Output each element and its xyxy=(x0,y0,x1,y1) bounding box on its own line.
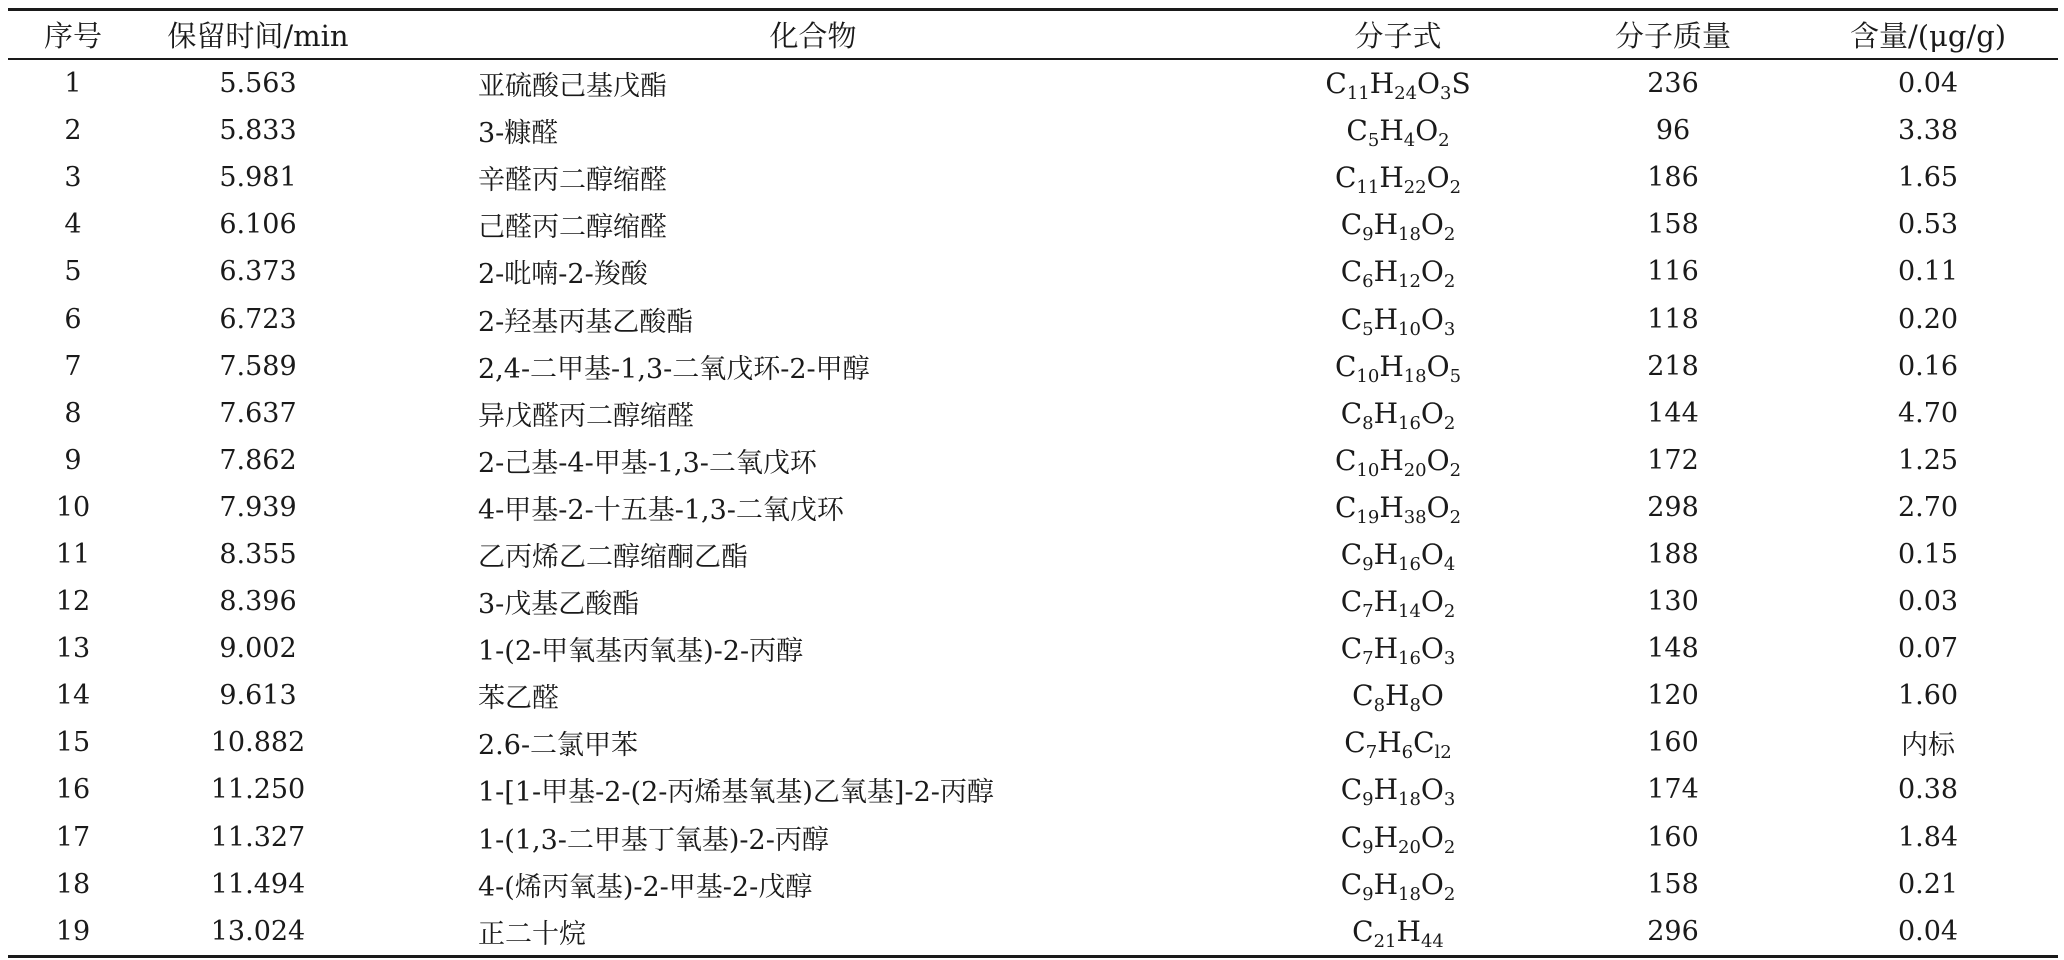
cell-mass: 120 xyxy=(1647,680,1699,712)
formula-element: H xyxy=(1373,396,1398,430)
cell-seq: 9 xyxy=(64,444,82,476)
cell-formula xyxy=(1248,59,1548,107)
formula-element: O xyxy=(1415,114,1439,148)
table-row xyxy=(8,672,2058,719)
formula-element: H xyxy=(1369,67,1395,101)
cell-formula xyxy=(1248,107,1548,154)
cell-mass: 116 xyxy=(1647,256,1699,288)
header-formula: 分子式 xyxy=(1354,19,1442,53)
formula-element: H xyxy=(1379,490,1404,524)
formula-element: C xyxy=(1334,490,1357,524)
formula-element: H xyxy=(1373,537,1398,571)
cell-formula xyxy=(1248,814,1548,861)
table-row xyxy=(8,861,2058,908)
cell-spacer xyxy=(378,154,478,201)
formula-subscript: 18 xyxy=(1398,789,1421,811)
cell-seq: 1 xyxy=(64,68,82,100)
cell-compound-name: 辛醛丙二醇缩醛 xyxy=(478,165,667,197)
table-row xyxy=(8,295,2058,342)
formula-element: O xyxy=(1426,443,1450,477)
formula-subscript: 2 xyxy=(1438,130,1450,152)
header-retention-time: 保留时间/min xyxy=(167,19,349,53)
formula-subscript: 18 xyxy=(1403,365,1427,387)
cell-content: 3.38 xyxy=(1897,115,1959,147)
cell-seq: 19 xyxy=(55,915,91,947)
formula-subscript: 7 xyxy=(1362,601,1374,623)
cell-formula xyxy=(1248,484,1548,531)
table-row xyxy=(8,201,2058,248)
formula-element: C xyxy=(1413,726,1435,760)
formula-element: C xyxy=(1334,349,1357,383)
formula-element: O xyxy=(1420,208,1444,242)
formula-subscript: 18 xyxy=(1398,224,1421,246)
formula-subscript: 4 xyxy=(1403,130,1416,152)
cell-mass: 236 xyxy=(1647,68,1699,100)
cell-compound-name: 4-甲基-2-十五基-1,3-二氧戊环 xyxy=(478,494,844,526)
cell-retention-time: 11.494 xyxy=(210,868,306,900)
cell-formula xyxy=(1248,766,1548,813)
cell-seq: 13 xyxy=(55,633,91,665)
formula-element: H xyxy=(1396,914,1421,948)
formula-element: C xyxy=(1334,443,1357,477)
formula-element: H xyxy=(1385,679,1410,713)
cell-retention-time: 7.589 xyxy=(219,350,297,382)
formula-element: C xyxy=(1346,114,1368,148)
formula-element: O xyxy=(1420,255,1444,289)
cell-seq: 12 xyxy=(55,586,91,618)
cell-mass: 160 xyxy=(1647,821,1699,853)
cell-content: 1.25 xyxy=(1897,444,1959,476)
formula-subscript: 14 xyxy=(1398,601,1421,623)
formula-element: O xyxy=(1420,537,1444,571)
formula-element: H xyxy=(1373,208,1398,242)
cell-seq: 14 xyxy=(55,680,91,712)
formula-subscript: 21 xyxy=(1373,930,1397,952)
cell-compound-name: 乙丙烯乙二醇缩酮乙酯 xyxy=(478,541,748,573)
formula-element: O xyxy=(1420,396,1444,430)
formula-element: O xyxy=(1420,585,1444,619)
cell-seq: 17 xyxy=(55,821,91,853)
formula-element: C xyxy=(1325,67,1347,101)
cell-retention-time: 11.250 xyxy=(210,774,306,806)
formula-subscript: 22 xyxy=(1403,177,1427,199)
formula-element: O xyxy=(1420,867,1444,901)
cell-seq: 10 xyxy=(55,491,91,523)
cell-compound-name: 2-吡喃-2-羧酸 xyxy=(478,259,648,291)
formula-subscript: 5 xyxy=(1362,318,1374,340)
formula-subscript: 3 xyxy=(1443,648,1456,670)
cell-seq: 8 xyxy=(64,397,82,429)
formula-element: C xyxy=(1340,208,1363,242)
cell-spacer xyxy=(378,248,478,295)
formula-element: H xyxy=(1379,114,1404,148)
formula-element: C xyxy=(1340,396,1363,430)
formula-subscript: 5 xyxy=(1367,130,1380,152)
formula-subscript: 9 xyxy=(1362,553,1374,575)
formula-subscript: 10 xyxy=(1356,459,1380,481)
cell-content: 2.70 xyxy=(1897,491,1959,523)
formula-subscript: 7 xyxy=(1362,648,1374,670)
cell-compound-name: 亚硫酸己基戊酯 xyxy=(478,71,667,103)
formula-element: H xyxy=(1379,349,1404,383)
cell-spacer xyxy=(378,59,478,107)
cell-spacer xyxy=(378,578,478,625)
formula-element: H xyxy=(1373,585,1398,619)
table-row xyxy=(8,531,2058,578)
formula-subscript: 18 xyxy=(1398,883,1421,905)
cell-formula xyxy=(1248,531,1548,578)
cell-content: 0.20 xyxy=(1897,303,1959,335)
formula-element: O xyxy=(1420,632,1444,666)
formula-element: H xyxy=(1373,302,1398,336)
formula-subscript: l2 xyxy=(1434,742,1452,764)
formula-subscript: 2 xyxy=(1449,177,1462,199)
cell-content: 0.53 xyxy=(1897,209,1959,241)
cell-compound-name: 异戊醛丙二醇缩醛 xyxy=(478,400,694,432)
table-row xyxy=(8,390,2058,437)
cell-compound-name: 2-羟基丙基乙酸酯 xyxy=(478,306,694,338)
formula-subscript: 11 xyxy=(1356,177,1380,199)
table-row xyxy=(8,59,2058,107)
formula-element: O xyxy=(1420,820,1444,854)
cell-content: 0.15 xyxy=(1897,538,1959,570)
formula-subscript: 2 xyxy=(1443,412,1456,434)
cell-seq: 4 xyxy=(64,209,82,241)
cell-retention-time: 5.563 xyxy=(219,68,297,100)
formula-subscript: 24 xyxy=(1394,83,1418,105)
cell-content: 1.65 xyxy=(1897,162,1959,194)
cell-retention-time: 5.833 xyxy=(219,115,297,147)
cell-compound-name: 2,4-二甲基-1,3-二氧戊环-2-甲醇 xyxy=(478,353,870,385)
formula-subscript: 19 xyxy=(1356,506,1380,528)
formula-subscript: 20 xyxy=(1403,459,1427,481)
cell-mass: 118 xyxy=(1647,303,1699,335)
header-compound: 化合物 xyxy=(769,19,857,53)
compound-table-container xyxy=(8,8,2058,958)
table-row xyxy=(8,343,2058,390)
formula-subscript: 44 xyxy=(1420,930,1444,952)
cell-mass: 186 xyxy=(1647,162,1699,194)
cell-content: 0.07 xyxy=(1897,633,1959,665)
formula-element: O xyxy=(1426,490,1450,524)
formula-subscript: 3 xyxy=(1440,83,1452,105)
cell-seq: 2 xyxy=(64,115,82,147)
formula-element: C xyxy=(1344,726,1366,760)
cell-content: 0.21 xyxy=(1897,868,1959,900)
cell-retention-time: 5.981 xyxy=(219,162,297,194)
cell-spacer xyxy=(378,107,478,154)
formula-element: C xyxy=(1340,867,1363,901)
cell-compound-name: 2-己基-4-甲基-1,3-二氧戊环 xyxy=(478,447,817,479)
formula-element: O xyxy=(1417,67,1441,101)
formula-element: C xyxy=(1340,302,1363,336)
formula-subscript: 8 xyxy=(1373,695,1386,717)
cell-mass: 148 xyxy=(1647,633,1699,665)
cell-spacer xyxy=(378,484,478,531)
cell-spacer xyxy=(378,672,478,719)
cell-formula xyxy=(1248,437,1548,484)
cell-content: 0.03 xyxy=(1897,586,1959,618)
cell-compound-name: 3-糠醛 xyxy=(478,118,559,150)
formula-subscript: 8 xyxy=(1362,412,1374,434)
formula-element: H xyxy=(1373,773,1398,807)
formula-element: H xyxy=(1373,255,1398,289)
formula-subscript: 10 xyxy=(1398,318,1421,340)
cell-spacer xyxy=(378,625,478,672)
formula-element: C xyxy=(1340,255,1363,289)
cell-spacer xyxy=(378,531,478,578)
formula-subscript: 5 xyxy=(1449,365,1462,387)
formula-subscript: 16 xyxy=(1398,553,1421,575)
table-row xyxy=(8,484,2058,531)
cell-retention-time: 13.024 xyxy=(210,915,306,947)
formula-subscript: 2 xyxy=(1443,224,1456,246)
formula-element: O xyxy=(1420,773,1444,807)
table-row xyxy=(8,625,2058,672)
cell-seq: 6 xyxy=(64,303,82,335)
formula-subscript: 2 xyxy=(1449,459,1462,481)
cell-formula xyxy=(1248,343,1548,390)
cell-spacer xyxy=(378,861,478,908)
formula-subscript: 2 xyxy=(1443,836,1456,858)
cell-seq: 11 xyxy=(55,538,91,570)
cell-retention-time: 6.373 xyxy=(219,256,297,288)
table-row xyxy=(8,248,2058,295)
formula-element: O xyxy=(1426,161,1450,195)
formula-subscript: 9 xyxy=(1362,883,1374,905)
cell-retention-time: 10.882 xyxy=(210,727,306,759)
table-row xyxy=(8,154,2058,201)
formula-subscript: 3 xyxy=(1443,789,1456,811)
formula-subscript: 9 xyxy=(1362,789,1374,811)
cell-content: 4.70 xyxy=(1897,397,1959,429)
header-seq: 序号 xyxy=(43,19,102,53)
formula-element: H xyxy=(1373,867,1398,901)
cell-content: 0.16 xyxy=(1897,350,1959,382)
formula-element: H xyxy=(1377,726,1402,760)
cell-formula xyxy=(1248,625,1548,672)
formula-element: C xyxy=(1340,632,1363,666)
formula-subscript: 4 xyxy=(1443,553,1456,575)
cell-content: 0.04 xyxy=(1897,915,1959,947)
cell-seq: 18 xyxy=(55,868,91,900)
cell-mass: 158 xyxy=(1647,868,1699,900)
cell-retention-time: 8.396 xyxy=(219,586,297,618)
formula-subscript: 20 xyxy=(1398,836,1421,858)
cell-mass: 144 xyxy=(1647,397,1699,429)
cell-compound-name: 正二十烷 xyxy=(478,918,586,950)
cell-spacer xyxy=(378,814,478,861)
cell-compound-name: 1-(2-甲氧基丙氧基)-2-丙醇 xyxy=(478,636,804,668)
cell-formula xyxy=(1248,295,1548,342)
cell-compound-name: 3-戊基乙酸酯 xyxy=(478,589,640,621)
cell-spacer xyxy=(378,295,478,342)
cell-compound-name: 2.6-二氯甲苯 xyxy=(478,730,639,762)
header-content: 含量/(μg/g) xyxy=(1849,19,2007,53)
cell-formula xyxy=(1248,861,1548,908)
formula-element: S xyxy=(1451,67,1471,101)
cell-compound-name: 1-(1,3-二甲基丁氧基)-2-丙醇 xyxy=(478,824,829,856)
cell-seq: 3 xyxy=(64,162,82,194)
cell-retention-time: 9.613 xyxy=(219,680,297,712)
formula-subscript: 9 xyxy=(1362,836,1374,858)
formula-element: C xyxy=(1340,773,1363,807)
formula-subscript: 2 xyxy=(1443,271,1456,293)
formula-element: H xyxy=(1379,161,1404,195)
formula-element: C xyxy=(1352,679,1374,713)
formula-subscript: 16 xyxy=(1398,648,1421,670)
table-row xyxy=(8,578,2058,625)
cell-mass: 188 xyxy=(1647,538,1699,570)
formula-subscript: 12 xyxy=(1398,271,1421,293)
cell-mass: 218 xyxy=(1647,350,1699,382)
cell-formula xyxy=(1248,154,1548,201)
formula-subscript: 38 xyxy=(1403,506,1427,528)
cell-compound-name: 苯乙醛 xyxy=(478,683,559,715)
cell-content: 1.60 xyxy=(1897,680,1959,712)
formula-subscript: 3 xyxy=(1443,318,1456,340)
cell-retention-time: 6.106 xyxy=(219,209,297,241)
cell-spacer xyxy=(378,908,478,957)
cell-retention-time: 11.327 xyxy=(210,821,306,853)
cell-seq: 7 xyxy=(64,350,82,382)
cell-content: 内标 xyxy=(1901,730,1956,762)
formula-element: C xyxy=(1352,914,1374,948)
compound-table xyxy=(8,8,2058,958)
cell-mass: 158 xyxy=(1647,209,1699,241)
header-row xyxy=(8,10,2058,60)
cell-mass: 130 xyxy=(1647,586,1699,618)
cell-mass: 174 xyxy=(1647,774,1699,806)
cell-mass: 160 xyxy=(1647,727,1699,759)
cell-compound-name: 1-[1-甲基-2-(2-丙烯基氧基)乙氧基]-2-丙醇 xyxy=(478,777,994,809)
cell-spacer xyxy=(378,437,478,484)
table-row xyxy=(8,107,2058,154)
formula-element: H xyxy=(1379,443,1404,477)
formula-element: O xyxy=(1426,349,1450,383)
formula-subscript: 8 xyxy=(1409,695,1421,717)
table-row xyxy=(8,814,2058,861)
cell-retention-time: 9.002 xyxy=(219,633,297,665)
cell-mass: 96 xyxy=(1655,115,1691,147)
formula-subscript: 2 xyxy=(1449,506,1462,528)
cell-content: 0.38 xyxy=(1897,774,1959,806)
cell-spacer xyxy=(378,201,478,248)
cell-compound-name: 4-(烯丙氧基)-2-甲基-2-戊醇 xyxy=(478,871,813,903)
cell-retention-time: 6.723 xyxy=(219,303,297,335)
cell-formula xyxy=(1248,672,1548,719)
cell-content: 0.04 xyxy=(1897,68,1959,100)
cell-spacer xyxy=(378,719,478,766)
cell-content: 1.84 xyxy=(1897,821,1959,853)
table-row xyxy=(8,437,2058,484)
cell-spacer xyxy=(378,390,478,437)
formula-subscript: 9 xyxy=(1362,224,1374,246)
formula-subscript: 16 xyxy=(1398,412,1421,434)
cell-content: 0.11 xyxy=(1897,256,1959,288)
header-mass: 分子质量 xyxy=(1615,19,1732,53)
formula-element: O xyxy=(1420,302,1444,336)
cell-formula xyxy=(1248,248,1548,295)
cell-formula xyxy=(1248,390,1548,437)
formula-element: O xyxy=(1420,679,1444,713)
formula-element: H xyxy=(1373,820,1398,854)
cell-retention-time: 7.637 xyxy=(219,397,297,429)
cell-spacer xyxy=(378,343,478,390)
table-row xyxy=(8,719,2058,766)
cell-formula xyxy=(1248,201,1548,248)
formula-subscript: 11 xyxy=(1346,83,1370,105)
table-header xyxy=(8,10,2058,60)
formula-element: C xyxy=(1340,820,1363,854)
formula-element: C xyxy=(1334,161,1357,195)
cell-retention-time: 7.862 xyxy=(219,444,297,476)
cell-spacer xyxy=(378,766,478,813)
formula-subscript: 2 xyxy=(1443,601,1456,623)
cell-compound-name: 己醛丙二醇缩醛 xyxy=(478,212,667,244)
cell-mass: 298 xyxy=(1647,491,1699,523)
cell-mass: 172 xyxy=(1647,444,1699,476)
formula-element: C xyxy=(1340,585,1363,619)
formula-element: C xyxy=(1340,537,1363,571)
formula-subscript: 10 xyxy=(1356,365,1380,387)
cell-mass: 296 xyxy=(1647,915,1699,947)
formula-subscript: 2 xyxy=(1443,883,1456,905)
table-row xyxy=(8,766,2058,813)
formula-subscript: 6 xyxy=(1401,742,1414,764)
cell-seq: 15 xyxy=(55,727,91,759)
formula-subscript: 7 xyxy=(1365,742,1378,764)
cell-retention-time: 8.355 xyxy=(219,538,297,570)
formula-element: H xyxy=(1373,632,1398,666)
table-body xyxy=(8,59,2058,956)
cell-retention-time: 7.939 xyxy=(219,491,297,523)
cell-seq: 16 xyxy=(55,774,91,806)
cell-seq: 5 xyxy=(64,256,82,288)
cell-formula xyxy=(1248,719,1548,766)
cell-formula xyxy=(1248,908,1548,957)
table-row xyxy=(8,908,2058,957)
formula-subscript: 6 xyxy=(1362,271,1374,293)
cell-formula xyxy=(1248,578,1548,625)
